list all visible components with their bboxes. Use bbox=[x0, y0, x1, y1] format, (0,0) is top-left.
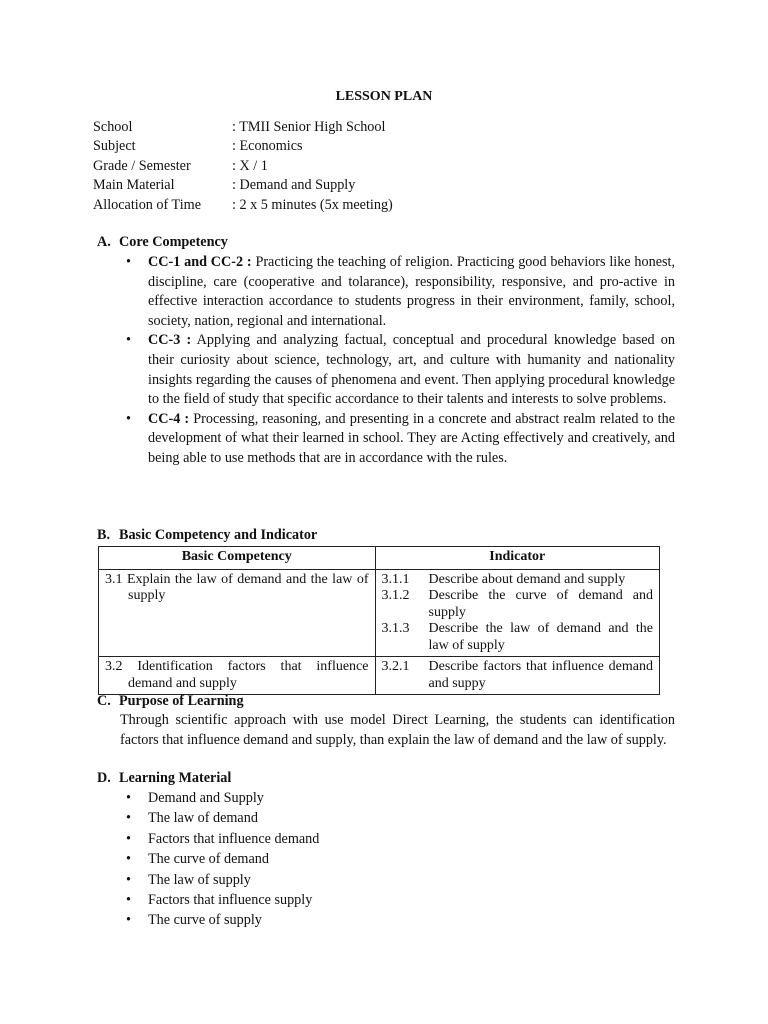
cc-text: Applying and analyzing factual, conceptual and procedural knowledge based on their curiosity about science, technology, art, and culture with humanity and nationality insights regarding the causes of phenomena and event. Then applying procedural knowledge to the field of study that specific accordance to their talents and interests to solve problems. bbox=[148, 332, 675, 408]
indicator-cell bbox=[375, 569, 660, 657]
info-row-subject bbox=[93, 137, 653, 156]
indicator-line bbox=[382, 621, 654, 654]
bullet-icon: • bbox=[126, 810, 131, 827]
basic-competency-text: 3.1 Explain the law of demand and the law of supply bbox=[105, 571, 369, 603]
indicator-number: 3.2.1 bbox=[381, 659, 410, 674]
purpose-text: Through scientific approach with use model Direct Learning, the students can identification factors that influence demand and supply, than explain the law of demand and the law of supply. bbox=[120, 712, 675, 748]
bullet-icon: • bbox=[126, 790, 131, 806]
table-row bbox=[99, 569, 660, 657]
info-value: : TMII Senior High School bbox=[232, 119, 386, 135]
info-row-school bbox=[93, 118, 653, 137]
indicator-number: 3.1.3 bbox=[381, 621, 410, 636]
bullet-icon: • bbox=[126, 830, 131, 847]
learning-material-list bbox=[120, 789, 319, 932]
section-title: Basic Competency and Indicator bbox=[119, 527, 318, 543]
info-key: Grade / Semester bbox=[93, 157, 191, 174]
bullet-icon: • bbox=[126, 851, 131, 868]
cc-label: CC-4 : bbox=[148, 410, 190, 427]
list-item bbox=[120, 871, 319, 891]
material-text: The curve of supply bbox=[148, 912, 262, 929]
section-title: Purpose of Learning bbox=[119, 693, 244, 709]
info-key: Main Material bbox=[93, 177, 175, 194]
indicator-text: Describe factors that influence demand and suppy bbox=[428, 659, 653, 691]
indicator-cell bbox=[375, 657, 660, 695]
material-text: The law of demand bbox=[148, 810, 258, 827]
info-key: School bbox=[93, 119, 133, 135]
info-value: : X / 1 bbox=[232, 157, 268, 174]
bullet-icon: • bbox=[126, 254, 131, 270]
indicator-text: Describe the law of demand and the law of supply bbox=[428, 621, 653, 653]
list-item bbox=[120, 809, 319, 829]
indicator-text: Describe the curve of demand and supply bbox=[428, 588, 653, 620]
list-item bbox=[120, 253, 675, 331]
material-text: The curve of demand bbox=[148, 851, 269, 868]
material-text: Factors that influence supply bbox=[148, 891, 313, 908]
basic-competency-cell bbox=[99, 657, 376, 695]
section-a-heading bbox=[97, 233, 228, 253]
info-row-grade bbox=[93, 157, 653, 176]
list-item bbox=[120, 850, 319, 870]
cc-text: Practicing the teaching of religion. Practicing good behaviors like honest, discipline, care (cooperative and tolarance), responsibility, responsive, and pro-active in effective interaction accordance to students progress in their environment, family, school, society, nation, regional and international. bbox=[148, 254, 675, 329]
material-text: Factors that influence demand bbox=[148, 830, 320, 847]
section-d-heading bbox=[97, 769, 231, 789]
section-b-heading bbox=[97, 526, 317, 546]
indicator-number: 3.1.1 bbox=[381, 571, 410, 587]
column-header: Basic Competency bbox=[99, 547, 376, 570]
info-row-material bbox=[93, 176, 653, 195]
list-item bbox=[120, 331, 675, 409]
bullet-icon: • bbox=[126, 871, 131, 888]
competency-table bbox=[98, 546, 660, 695]
bullet-icon: • bbox=[126, 891, 131, 908]
info-row-time bbox=[93, 196, 653, 215]
list-item bbox=[120, 789, 319, 809]
basic-competency-cell bbox=[99, 569, 376, 657]
info-block bbox=[93, 118, 653, 215]
info-value: : Demand and Supply bbox=[232, 177, 356, 194]
info-value: : Economics bbox=[232, 138, 303, 155]
list-item bbox=[120, 830, 319, 850]
section-title: Learning Material bbox=[119, 770, 232, 786]
section-title: Core Competency bbox=[119, 234, 228, 250]
bullet-icon: • bbox=[126, 912, 131, 929]
section-letter: B. bbox=[97, 527, 111, 543]
bullet-icon: • bbox=[126, 332, 131, 349]
indicator-number: 3.1.2 bbox=[381, 588, 410, 603]
material-text: Demand and Supply bbox=[148, 790, 264, 806]
indicator-line bbox=[382, 572, 654, 589]
list-item bbox=[120, 410, 675, 469]
material-text: The law of supply bbox=[148, 871, 251, 888]
section-letter: C. bbox=[97, 693, 111, 709]
info-key: Allocation of Time bbox=[93, 196, 201, 213]
page-title: LESSON PLAN bbox=[335, 89, 433, 104]
table-header-row bbox=[99, 547, 660, 570]
list-item bbox=[120, 891, 319, 911]
info-value: : 2 x 5 minutes (5x meeting) bbox=[232, 196, 393, 213]
section-c-heading bbox=[97, 692, 244, 712]
table-row bbox=[99, 657, 660, 695]
column-header: Indicator bbox=[375, 547, 660, 570]
indicator-line bbox=[382, 659, 654, 692]
list-item bbox=[120, 911, 319, 931]
cc-text: Processing, reasoning, and presenting in a concrete and abstract realm related to the development of what their learned in school. They are Acting effectively and creatively, and being able to use methods that are in accordance with the rules. bbox=[148, 410, 675, 466]
cc-label: CC-1 and CC-2 : bbox=[148, 254, 252, 270]
section-letter: D. bbox=[97, 770, 111, 786]
cc-label: CC-3 : bbox=[148, 332, 192, 349]
indicator-text: Describe about demand and supply bbox=[428, 571, 626, 587]
basic-competency-text: 3.2 Identification factors that influence demand and supply bbox=[105, 659, 369, 691]
info-key: Subject bbox=[93, 138, 136, 155]
core-competency-list bbox=[120, 253, 675, 469]
section-letter: A. bbox=[97, 234, 111, 250]
bullet-icon: • bbox=[126, 410, 131, 427]
indicator-line bbox=[382, 588, 654, 621]
